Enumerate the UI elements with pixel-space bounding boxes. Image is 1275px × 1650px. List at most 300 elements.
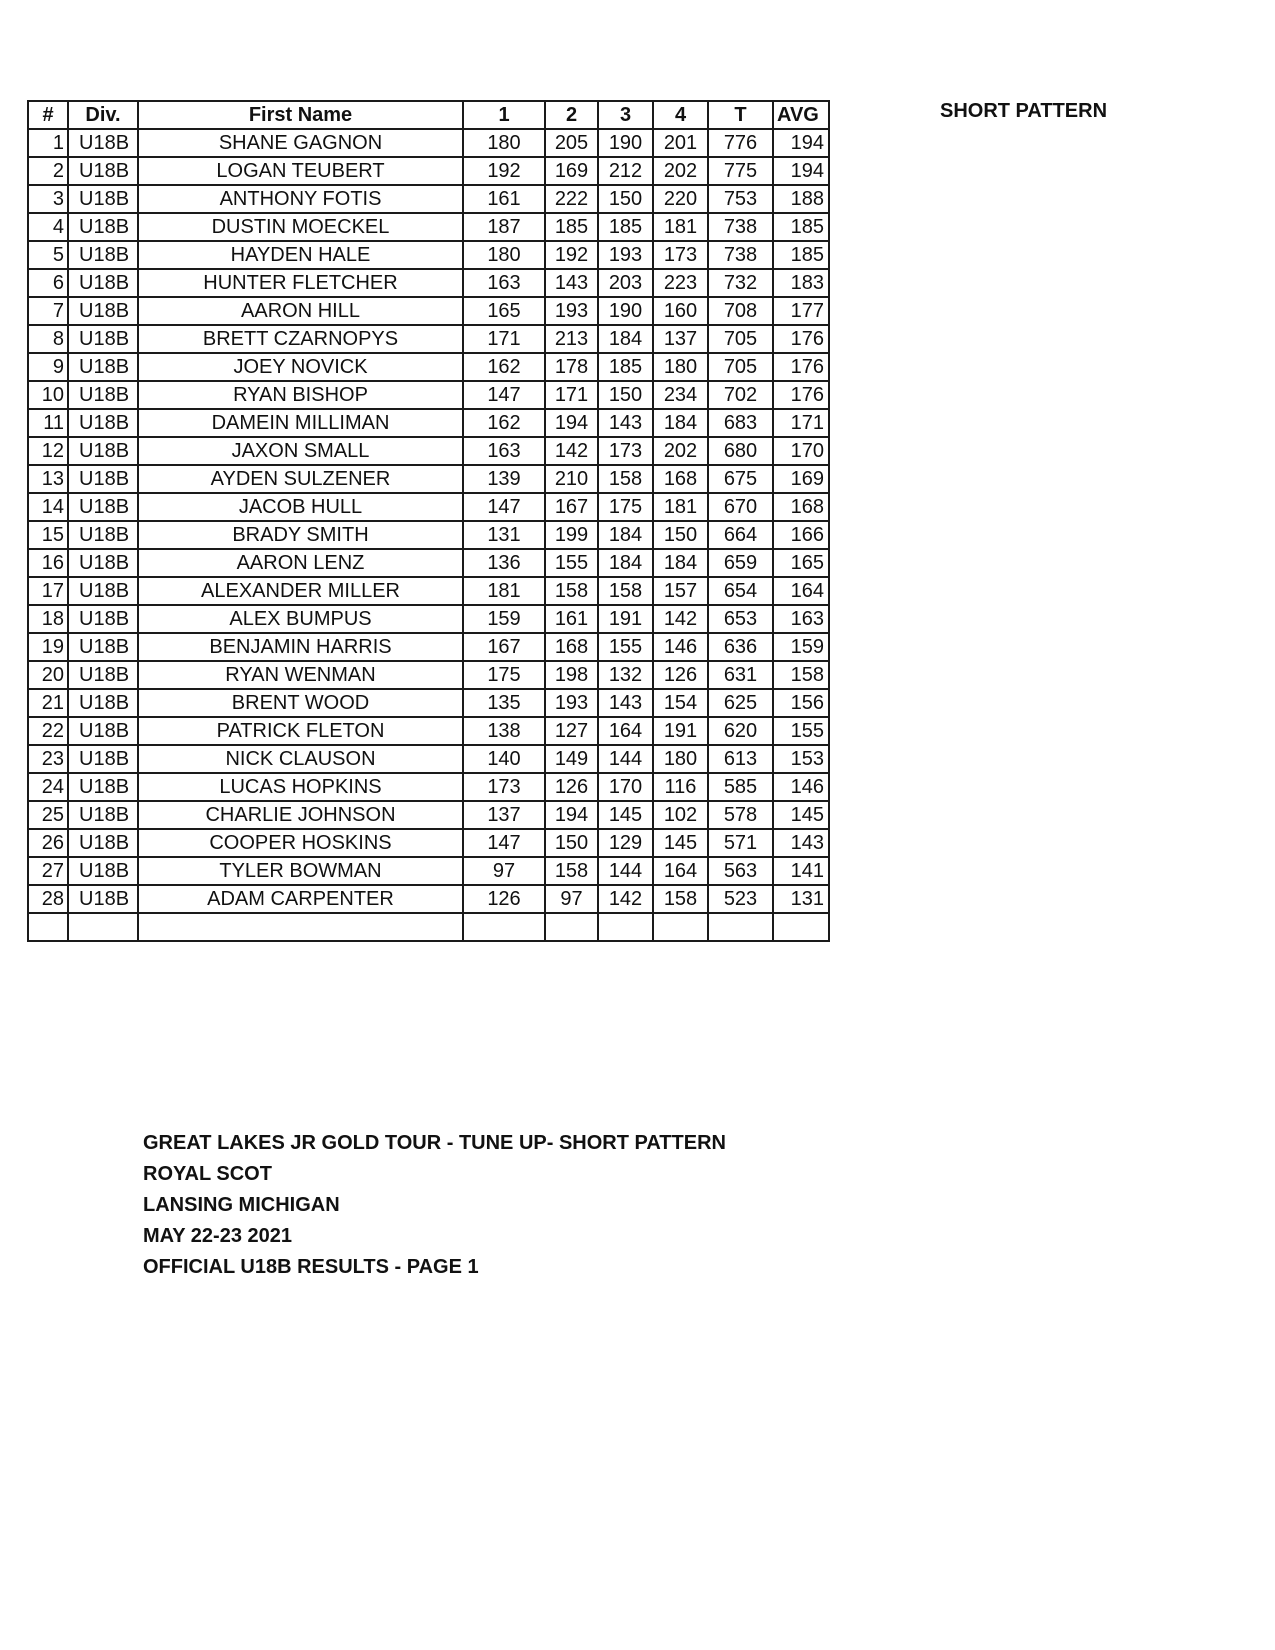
cell-division: U18B	[68, 521, 138, 549]
cell-division: U18B	[68, 605, 138, 633]
cell-game-4: 157	[653, 577, 708, 605]
col-header-game-1: 1	[463, 101, 545, 129]
cell-rank: 17	[28, 577, 68, 605]
cell-total: 625	[708, 689, 773, 717]
cell-game-1: 163	[463, 437, 545, 465]
cell-game-3: 158	[598, 465, 653, 493]
table-row	[28, 157, 829, 185]
cell-total: 664	[708, 521, 773, 549]
cell-game-2: 150	[545, 829, 598, 857]
cell-division: U18B	[68, 437, 138, 465]
cell-game-1: 161	[463, 185, 545, 213]
cell-game-4: 223	[653, 269, 708, 297]
cell-division: U18B	[68, 157, 138, 185]
cell-division: U18B	[68, 465, 138, 493]
cell-total: 775	[708, 157, 773, 185]
cell-rank: 19	[28, 633, 68, 661]
cell-total: 738	[708, 213, 773, 241]
cell-game-1: 181	[463, 577, 545, 605]
cell-game-2: 222	[545, 185, 598, 213]
cell-rank: 20	[28, 661, 68, 689]
cell-game-4: 158	[653, 885, 708, 913]
cell-game-3: 185	[598, 353, 653, 381]
cell-game-3: 129	[598, 829, 653, 857]
cell-game-1: 162	[463, 353, 545, 381]
table-row	[28, 297, 829, 325]
col-header-average: AVG	[773, 101, 829, 129]
cell-first-name: DUSTIN MOECKEL	[138, 213, 463, 241]
cell-game-3: 212	[598, 157, 653, 185]
cell-division: U18B	[68, 381, 138, 409]
cell-game-3: 143	[598, 689, 653, 717]
cell-game-2: 194	[545, 409, 598, 437]
cell-total: 738	[708, 241, 773, 269]
cell-game-2: 168	[545, 633, 598, 661]
cell-average: 171	[773, 409, 829, 437]
cell-rank: 15	[28, 521, 68, 549]
cell-division: U18B	[68, 213, 138, 241]
cell-game-4: 181	[653, 493, 708, 521]
cell-total: 753	[708, 185, 773, 213]
col-header-total: T	[708, 101, 773, 129]
cell-rank: 22	[28, 717, 68, 745]
cell-division: U18B	[68, 717, 138, 745]
cell-rank: 14	[28, 493, 68, 521]
cell-division: U18B	[68, 633, 138, 661]
cell-average: 158	[773, 661, 829, 689]
cell-total: 578	[708, 801, 773, 829]
cell-average: 188	[773, 185, 829, 213]
cell-first-name: ANTHONY FOTIS	[138, 185, 463, 213]
cell-division	[68, 913, 138, 941]
cell-game-4: 202	[653, 157, 708, 185]
table-row	[28, 857, 829, 885]
cell-game-4	[653, 913, 708, 941]
cell-rank: 24	[28, 773, 68, 801]
cell-total	[708, 913, 773, 941]
cell-first-name: LUCAS HOPKINS	[138, 773, 463, 801]
cell-total: 563	[708, 857, 773, 885]
cell-first-name: BRETT CZARNOPYS	[138, 325, 463, 353]
cell-total: 659	[708, 549, 773, 577]
cell-game-3: 144	[598, 857, 653, 885]
cell-game-4: 191	[653, 717, 708, 745]
cell-first-name: AYDEN SULZENER	[138, 465, 463, 493]
cell-game-3: 150	[598, 185, 653, 213]
table-row	[28, 521, 829, 549]
cell-rank: 28	[28, 885, 68, 913]
cell-game-1: 159	[463, 605, 545, 633]
cell-game-1	[463, 913, 545, 941]
cell-total: 705	[708, 325, 773, 353]
cell-rank: 5	[28, 241, 68, 269]
table-row	[28, 241, 829, 269]
cell-game-2: 193	[545, 297, 598, 325]
cell-rank: 3	[28, 185, 68, 213]
cell-game-4: 184	[653, 549, 708, 577]
cell-first-name: SHANE GAGNON	[138, 129, 463, 157]
cell-first-name: LOGAN TEUBERT	[138, 157, 463, 185]
cell-division: U18B	[68, 185, 138, 213]
cell-division: U18B	[68, 689, 138, 717]
cell-game-4: 180	[653, 745, 708, 773]
cell-rank: 18	[28, 605, 68, 633]
cell-game-2: 198	[545, 661, 598, 689]
cell-game-4: 145	[653, 829, 708, 857]
cell-game-4: 184	[653, 409, 708, 437]
table-row	[28, 829, 829, 857]
cell-first-name: JACOB HULL	[138, 493, 463, 521]
cell-first-name: BENJAMIN HARRIS	[138, 633, 463, 661]
cell-game-2: 161	[545, 605, 598, 633]
event-venue: ROYAL SCOT	[143, 1163, 272, 1185]
cell-game-2: 155	[545, 549, 598, 577]
cell-total: 680	[708, 437, 773, 465]
cell-game-2	[545, 913, 598, 941]
cell-rank: 27	[28, 857, 68, 885]
cell-game-4: 202	[653, 437, 708, 465]
cell-average: 131	[773, 885, 829, 913]
cell-game-4: 154	[653, 689, 708, 717]
cell-game-2: 185	[545, 213, 598, 241]
cell-division: U18B	[68, 857, 138, 885]
cell-game-1: 147	[463, 493, 545, 521]
cell-first-name: BRADY SMITH	[138, 521, 463, 549]
cell-average: 156	[773, 689, 829, 717]
cell-game-4: 146	[653, 633, 708, 661]
cell-first-name: ALEXANDER MILLER	[138, 577, 463, 605]
cell-game-2: 210	[545, 465, 598, 493]
cell-average: 141	[773, 857, 829, 885]
cell-rank: 1	[28, 129, 68, 157]
col-header-game-2: 2	[545, 101, 598, 129]
cell-game-3: 185	[598, 213, 653, 241]
cell-average: 164	[773, 577, 829, 605]
col-header-game-3: 3	[598, 101, 653, 129]
cell-game-1: 167	[463, 633, 545, 661]
table-row	[28, 689, 829, 717]
cell-game-2: 171	[545, 381, 598, 409]
cell-game-4: 102	[653, 801, 708, 829]
cell-first-name: JOEY NOVICK	[138, 353, 463, 381]
cell-total: 708	[708, 297, 773, 325]
cell-division: U18B	[68, 297, 138, 325]
cell-game-4: 137	[653, 325, 708, 353]
cell-game-1: 147	[463, 381, 545, 409]
cell-division: U18B	[68, 829, 138, 857]
cell-game-3: 173	[598, 437, 653, 465]
cell-average: 165	[773, 549, 829, 577]
cell-game-1: 126	[463, 885, 545, 913]
cell-game-2: 142	[545, 437, 598, 465]
cell-division: U18B	[68, 549, 138, 577]
cell-game-3: 144	[598, 745, 653, 773]
table-row	[28, 773, 829, 801]
cell-game-1: 147	[463, 829, 545, 857]
cell-game-3: 145	[598, 801, 653, 829]
cell-game-3: 132	[598, 661, 653, 689]
cell-game-4: 164	[653, 857, 708, 885]
table-row	[28, 409, 829, 437]
cell-average: 194	[773, 157, 829, 185]
event-date: MAY 22-23 2021	[143, 1225, 293, 1247]
cell-game-1: 187	[463, 213, 545, 241]
cell-game-2: 205	[545, 129, 598, 157]
cell-first-name: PATRICK FLETON	[138, 717, 463, 745]
cell-game-3	[598, 913, 653, 941]
table-row	[28, 213, 829, 241]
cell-division: U18B	[68, 885, 138, 913]
col-header-division: Div.	[68, 101, 138, 129]
cell-rank: 26	[28, 829, 68, 857]
cell-game-3: 184	[598, 549, 653, 577]
table-row	[28, 269, 829, 297]
cell-rank: 11	[28, 409, 68, 437]
cell-game-3: 203	[598, 269, 653, 297]
cell-game-3: 143	[598, 409, 653, 437]
cell-average: 166	[773, 521, 829, 549]
cell-game-3: 191	[598, 605, 653, 633]
cell-game-3: 150	[598, 381, 653, 409]
cell-total: 732	[708, 269, 773, 297]
cell-total: 702	[708, 381, 773, 409]
cell-game-4: 201	[653, 129, 708, 157]
cell-game-3: 184	[598, 325, 653, 353]
table-row	[28, 605, 829, 633]
cell-game-1: 137	[463, 801, 545, 829]
cell-game-4: 234	[653, 381, 708, 409]
table-row	[28, 353, 829, 381]
cell-total: 653	[708, 605, 773, 633]
cell-division: U18B	[68, 661, 138, 689]
table-row	[28, 745, 829, 773]
cell-rank: 7	[28, 297, 68, 325]
event-info	[143, 1128, 726, 1283]
cell-average: 155	[773, 717, 829, 745]
cell-total: 776	[708, 129, 773, 157]
cell-first-name: NICK CLAUSON	[138, 745, 463, 773]
cell-game-4: 160	[653, 297, 708, 325]
table-row	[28, 493, 829, 521]
cell-game-2: 178	[545, 353, 598, 381]
results-page-label: OFFICIAL U18B RESULTS - PAGE 1	[143, 1256, 479, 1278]
table-row	[28, 185, 829, 213]
cell-rank	[28, 913, 68, 941]
table-row	[28, 129, 829, 157]
cell-division: U18B	[68, 773, 138, 801]
cell-game-3: 158	[598, 577, 653, 605]
cell-game-2: 199	[545, 521, 598, 549]
cell-first-name: RYAN WENMAN	[138, 661, 463, 689]
cell-game-1: 135	[463, 689, 545, 717]
table-row	[28, 717, 829, 745]
cell-division: U18B	[68, 745, 138, 773]
cell-game-3: 184	[598, 521, 653, 549]
cell-game-1: 97	[463, 857, 545, 885]
cell-total: 675	[708, 465, 773, 493]
cell-division: U18B	[68, 325, 138, 353]
cell-total: 683	[708, 409, 773, 437]
cell-game-3: 142	[598, 885, 653, 913]
cell-first-name: AARON HILL	[138, 297, 463, 325]
cell-rank: 13	[28, 465, 68, 493]
cell-total: 620	[708, 717, 773, 745]
cell-division: U18B	[68, 493, 138, 521]
cell-average: 168	[773, 493, 829, 521]
table-row	[28, 661, 829, 689]
cell-game-3: 155	[598, 633, 653, 661]
cell-game-4: 180	[653, 353, 708, 381]
cell-game-2: 213	[545, 325, 598, 353]
cell-game-4: 126	[653, 661, 708, 689]
event-location: LANSING MICHIGAN	[143, 1194, 340, 1216]
cell-rank: 2	[28, 157, 68, 185]
cell-game-4: 173	[653, 241, 708, 269]
cell-first-name: TYLER BOWMAN	[138, 857, 463, 885]
cell-average: 194	[773, 129, 829, 157]
cell-first-name	[138, 913, 463, 941]
table-row	[28, 577, 829, 605]
cell-game-2: 149	[545, 745, 598, 773]
cell-average: 170	[773, 437, 829, 465]
cell-average: 176	[773, 381, 829, 409]
cell-game-4: 168	[653, 465, 708, 493]
cell-first-name: RYAN BISHOP	[138, 381, 463, 409]
table-row	[28, 913, 829, 941]
col-header-game-4: 4	[653, 101, 708, 129]
cell-first-name: AARON LENZ	[138, 549, 463, 577]
table-row	[28, 325, 829, 353]
cell-game-4: 142	[653, 605, 708, 633]
cell-total: 571	[708, 829, 773, 857]
cell-game-4: 220	[653, 185, 708, 213]
pattern-label: SHORT PATTERN	[940, 100, 1108, 122]
cell-game-2: 97	[545, 885, 598, 913]
cell-average: 176	[773, 325, 829, 353]
cell-average: 185	[773, 241, 829, 269]
cell-game-3: 164	[598, 717, 653, 745]
cell-division: U18B	[68, 801, 138, 829]
table-row	[28, 885, 829, 913]
cell-game-2: 169	[545, 157, 598, 185]
cell-game-1: 180	[463, 241, 545, 269]
cell-total: 670	[708, 493, 773, 521]
cell-game-2: 158	[545, 857, 598, 885]
cell-division: U18B	[68, 577, 138, 605]
cell-game-2: 143	[545, 269, 598, 297]
cell-game-1: 140	[463, 745, 545, 773]
cell-average: 177	[773, 297, 829, 325]
cell-first-name: JAXON SMALL	[138, 437, 463, 465]
cell-total: 523	[708, 885, 773, 913]
cell-total: 705	[708, 353, 773, 381]
cell-total: 631	[708, 661, 773, 689]
cell-rank: 12	[28, 437, 68, 465]
cell-game-1: 136	[463, 549, 545, 577]
cell-game-1: 175	[463, 661, 545, 689]
cell-division: U18B	[68, 129, 138, 157]
cell-average: 145	[773, 801, 829, 829]
cell-first-name: COOPER HOSKINS	[138, 829, 463, 857]
cell-game-1: 180	[463, 129, 545, 157]
cell-game-1: 139	[463, 465, 545, 493]
results-table	[27, 100, 830, 942]
col-header-first-name: First Name	[138, 101, 463, 129]
cell-game-2: 127	[545, 717, 598, 745]
cell-rank: 9	[28, 353, 68, 381]
cell-rank: 4	[28, 213, 68, 241]
cell-game-2: 158	[545, 577, 598, 605]
cell-rank: 6	[28, 269, 68, 297]
cell-game-1: 192	[463, 157, 545, 185]
cell-average: 146	[773, 773, 829, 801]
table-row	[28, 549, 829, 577]
cell-total: 585	[708, 773, 773, 801]
cell-rank: 25	[28, 801, 68, 829]
cell-game-3: 190	[598, 129, 653, 157]
cell-game-2: 126	[545, 773, 598, 801]
cell-game-1: 163	[463, 269, 545, 297]
cell-division: U18B	[68, 353, 138, 381]
cell-division: U18B	[68, 409, 138, 437]
cell-average: 169	[773, 465, 829, 493]
table-row	[28, 381, 829, 409]
cell-game-1: 162	[463, 409, 545, 437]
cell-game-3: 190	[598, 297, 653, 325]
table-row	[28, 465, 829, 493]
cell-average: 159	[773, 633, 829, 661]
cell-total: 613	[708, 745, 773, 773]
cell-rank: 16	[28, 549, 68, 577]
cell-first-name: DAMEIN MILLIMAN	[138, 409, 463, 437]
cell-first-name: BRENT WOOD	[138, 689, 463, 717]
cell-total: 654	[708, 577, 773, 605]
header-row	[28, 101, 829, 129]
cell-game-1: 173	[463, 773, 545, 801]
cell-game-4: 116	[653, 773, 708, 801]
cell-game-2: 167	[545, 493, 598, 521]
cell-average	[773, 913, 829, 941]
cell-game-3: 175	[598, 493, 653, 521]
cell-division: U18B	[68, 269, 138, 297]
cell-average: 163	[773, 605, 829, 633]
cell-average: 185	[773, 213, 829, 241]
results-body	[28, 129, 829, 941]
cell-game-1: 171	[463, 325, 545, 353]
cell-rank: 23	[28, 745, 68, 773]
cell-game-2: 193	[545, 689, 598, 717]
cell-rank: 21	[28, 689, 68, 717]
cell-game-4: 150	[653, 521, 708, 549]
cell-first-name: HUNTER FLETCHER	[138, 269, 463, 297]
cell-game-4: 181	[653, 213, 708, 241]
event-title: GREAT LAKES JR GOLD TOUR - TUNE UP- SHORT PATTERN	[143, 1132, 726, 1154]
cell-average: 143	[773, 829, 829, 857]
cell-rank: 10	[28, 381, 68, 409]
cell-first-name: ALEX BUMPUS	[138, 605, 463, 633]
cell-game-1: 165	[463, 297, 545, 325]
cell-total: 636	[708, 633, 773, 661]
table-row	[28, 633, 829, 661]
table-row	[28, 437, 829, 465]
col-header-rank: #	[28, 101, 68, 129]
cell-game-1: 138	[463, 717, 545, 745]
cell-game-2: 192	[545, 241, 598, 269]
cell-average: 176	[773, 353, 829, 381]
cell-first-name: HAYDEN HALE	[138, 241, 463, 269]
cell-rank: 8	[28, 325, 68, 353]
cell-first-name: CHARLIE JOHNSON	[138, 801, 463, 829]
